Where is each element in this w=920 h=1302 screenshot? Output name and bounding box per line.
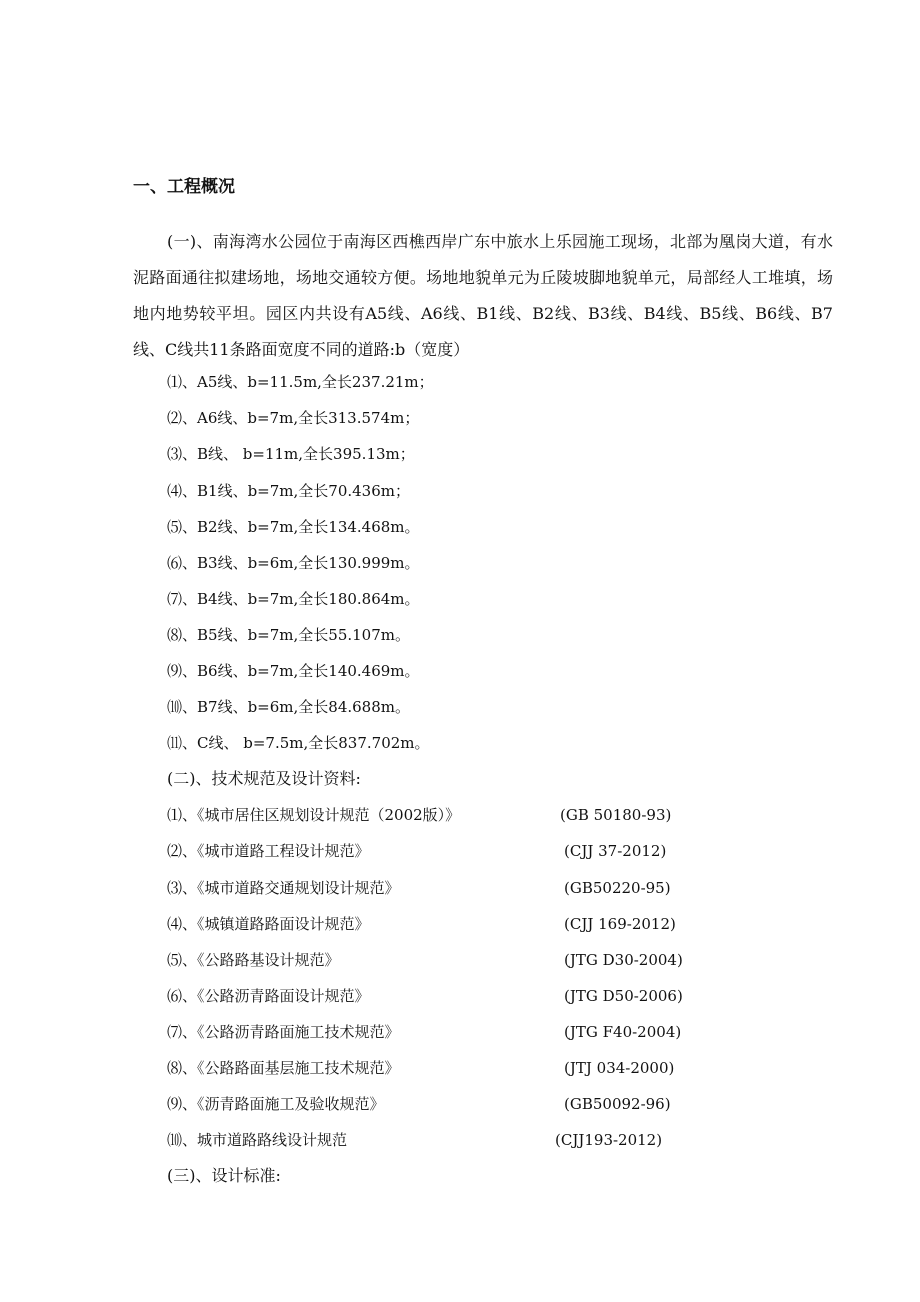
road-item: ⑻、B5线、b=7m,全长55.107m。	[167, 626, 410, 644]
road-item: ⑽、B7线、b=6m,全长84.688m。	[167, 698, 410, 716]
reference-row	[167, 1092, 727, 1116]
road-item: ⑸、B2线、b=7m,全长134.468m。	[167, 518, 420, 536]
design-standards-heading: (三)、设计标准:	[167, 1166, 281, 1185]
reference-code: (CJJ193-2012)	[555, 1131, 663, 1149]
reference-title: ⑶、《城市道路交通规划设计规范》	[167, 879, 400, 897]
reference-title: ⑵、《城市道路工程设计规范》	[167, 842, 370, 860]
section-heading: 一、工程概况	[133, 177, 235, 197]
reference-code: (GB50092-96)	[564, 1095, 671, 1113]
reference-row	[167, 876, 727, 900]
reference-code: (JTJ 034-2000)	[564, 1059, 675, 1077]
reference-code: (CJJ 37-2012)	[564, 842, 667, 860]
reference-code: (GB50220-95)	[564, 879, 671, 897]
reference-row	[167, 984, 727, 1008]
reference-code: (CJJ 169-2012)	[564, 915, 676, 933]
tech-spec-heading: (二)、技术规范及设计资料:	[167, 769, 361, 788]
reference-row	[167, 839, 727, 863]
reference-code: (JTG F40-2004)	[564, 1023, 682, 1041]
reference-row	[167, 1056, 727, 1080]
reference-row	[167, 912, 727, 936]
reference-code: (JTG D30-2004)	[564, 951, 683, 969]
road-item: ⑷、B1线、b=7m,全长70.436m；	[167, 482, 410, 500]
reference-title: ⑽、城市道路路线设计规范	[167, 1131, 348, 1149]
road-item: ⑾、C线、 b=7.5m,全长837.702m。	[167, 734, 430, 752]
reference-title: ⑴、《城市居住区规划设计规范（2002版）》	[167, 806, 461, 824]
reference-title: ⑷、《城镇道路路面设计规范》	[167, 915, 370, 933]
reference-code: (GB 50180-93)	[560, 806, 672, 824]
reference-row	[167, 1020, 727, 1044]
road-item: ⑶、B线、 b=11m,全长395.13m；	[167, 445, 415, 463]
road-item: ⑼、B6线、b=7m,全长140.469m。	[167, 662, 420, 680]
reference-title: ⑸、《公路路基设计规范》	[167, 951, 340, 969]
reference-code: (JTG D50-2006)	[564, 987, 683, 1005]
road-item: ⑹、B3线、b=6m,全长130.999m。	[167, 554, 420, 572]
reference-row	[167, 948, 727, 972]
road-item: ⑴、A5线、b=11.5m,全长237.21m；	[167, 373, 434, 391]
road-item: ⑺、B4线、b=7m,全长180.864m。	[167, 590, 420, 608]
reference-title: ⑹、《公路沥青路面设计规范》	[167, 987, 370, 1005]
road-item: ⑵、A6线、b=7m,全长313.574m；	[167, 409, 420, 427]
reference-title: ⑼、《沥青路面施工及验收规范》	[167, 1095, 385, 1113]
reference-row	[167, 1128, 727, 1152]
reference-row	[167, 803, 727, 827]
reference-title: ⑺、《公路沥青路面施工技术规范》	[167, 1023, 400, 1041]
overview-paragraph: (一)、南海湾水公园位于南海区西樵西岸广东中旅水上乐园施工现场，北部为凰岗大道，有水泥路面通往拟建场地，场地交通较方便。场地地貌单元为丘陵坡脚地貌单元，局部经人工堆填，场地内地势较平坦。园区内共设有A5线、A6线、B1线、B2线、B3线、B4线、B5线、B6线、B7线、C线共11条路面宽度不同的道路:b（宽度）	[133, 232, 833, 359]
reference-title: ⑻、《公路路面基层施工技术规范》	[167, 1059, 400, 1077]
